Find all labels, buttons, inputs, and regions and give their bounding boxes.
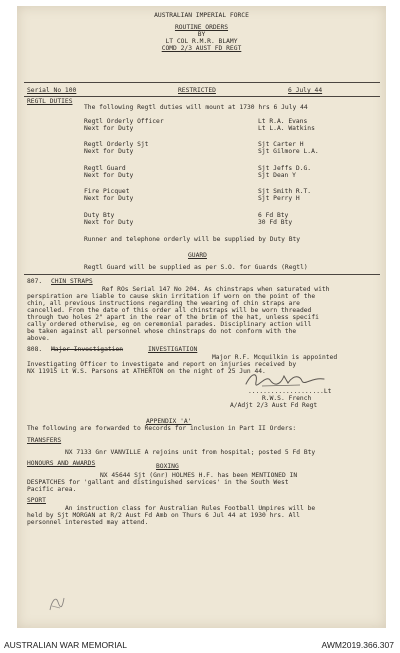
classification: RESTRICTED (178, 87, 216, 94)
duty-next-assignee: Lt L.A. Watkins (258, 125, 315, 132)
archive-source: AUSTRALIAN WAR MEMORIAL (4, 640, 127, 650)
duty-assignee: 6 Fd Bty (258, 212, 289, 219)
investigation-line: Major R.F. Mcquilkin is appointed (212, 354, 338, 361)
appendix-intro: The following are forwarded to Records for inclusion in Part II Orders: (27, 425, 297, 432)
sport-line: An instruction class for Australian Rules Football Umpires will be (65, 505, 316, 512)
honours-line: NX 45644 Sjt (Gnr) HOLMES H.F. has been MENTIONED IN (100, 472, 298, 479)
honours-subheading: BOXING (156, 463, 179, 470)
sport-line: personnel interested may attend. (27, 519, 149, 526)
duty-next: Next for Duty (84, 125, 134, 132)
investigation-heading: INVESTIGATION (148, 346, 198, 353)
duty-next-assignee: 30 Fd Bty (258, 219, 293, 226)
duty-next-assignee: Sjt Dean Y (258, 172, 296, 179)
accession-number: AWM2019.366.307 (321, 640, 394, 650)
chin-straps-line: Ref ROs Serial 147 No 204. As chinstraps when saturated with (102, 286, 330, 293)
regtl-duties-intro: The following Regtl duties will mount at 1730 hrs 6 July 44 (84, 104, 308, 111)
struck-text: Major Investigation (51, 346, 124, 353)
duty-next-assignee: Sjt Gilmore L.A. (258, 148, 319, 155)
duty-role: Duty Bty (84, 212, 115, 219)
transfers-text: NX 7133 Gnr VANVILLE A rejoins unit from hospital; posted 5 Fd Bty (65, 449, 316, 456)
investigation-line: Investigating Officer to investigate and report on injuries received by (27, 361, 297, 368)
pencil-mark (46, 592, 68, 614)
chin-straps-line: cally ordered otherwise, eg on ceremonial parades. Disciplinary action will (27, 321, 312, 328)
chin-straps-line: chin, all previous instructions regarding the wearing of chin straps are (27, 300, 300, 307)
honours-line: Pacific area. (27, 486, 77, 493)
duty-assignee: Sjt Smith R.T. (258, 188, 312, 195)
guard-text: Regtl Guard will be supplied as per S.O. for Guards (Regtl) (84, 264, 308, 271)
rule-guard (24, 274, 380, 275)
signatory-name: R.W.S. French (262, 395, 312, 402)
sport-heading: SPORT (27, 497, 46, 504)
sport-line: held by Sjt MORGAN at R/2 Aust Fd Amb on Thurs 6 Jul 44 at 1930 hrs. All (27, 512, 300, 519)
force-title: AUSTRALIAN IMPERIAL FORCE (154, 12, 249, 19)
duty-next-assignee: Sjt Perry H (258, 195, 300, 202)
duty-assignee: Sjt Jeffs D.G. (258, 165, 312, 172)
duty-role: Fire Picquet (84, 188, 130, 195)
appendix-heading: APPENDIX 'A' (146, 418, 192, 425)
duty-assignee: Sjt Carter H (258, 141, 304, 148)
signatory-title: A/Adjt 2/3 Aust Fd Regt (230, 402, 318, 409)
serial-number: Serial No 100 (27, 87, 77, 94)
chin-straps-line: cancelled. From the date of this order all chinstraps will be worn threaded (27, 307, 312, 314)
chin-straps-heading: CHIN STRAPS (51, 278, 93, 285)
duty-role: Regtl Orderly Sjt (84, 141, 149, 148)
duty-role: Regtl Guard (84, 165, 126, 172)
transfers-heading: TRANSFERS (27, 437, 62, 444)
chin-straps-line: perspiration are liable to cause skin irritation if worn on the point of the (27, 293, 316, 300)
regtl-duties-heading: REGTL DUTIES (27, 98, 73, 105)
duties-footnote: Runner and telephone orderly will be supplied by Duty Bty (84, 236, 301, 243)
rule-top (24, 82, 380, 83)
by-line: BY (197, 31, 206, 38)
item-number: 808. (27, 346, 43, 353)
honours-heading: HONOURS AND AWARDS (27, 460, 96, 467)
duty-role: Regtl Orderly Officer (84, 118, 164, 125)
order-date: 6 July 44 (288, 87, 323, 94)
chin-straps-line: through two holes 2" apart in the rear of the brim of the hat, unless specifi (27, 314, 319, 321)
investigation-line: NX 11915 Lt W.S. Parsons at ATHERTON on the night of 25 Jun 44. (27, 368, 266, 375)
duty-next: Next for Duty (84, 172, 134, 179)
orders-title: ROUTINE ORDERS (174, 24, 229, 31)
commander-name: LT COL R.M.R. BLAMY (165, 38, 238, 45)
duty-assignee: Lt R.A. Evans (258, 118, 308, 125)
duty-next: Next for Duty (84, 195, 134, 202)
guard-heading: GUARD (188, 252, 207, 259)
rule-serial (24, 96, 380, 97)
duty-next: Next for Duty (84, 148, 134, 155)
signature-dots: ....................Lt (248, 388, 332, 395)
chin-straps-line: above. (27, 335, 50, 342)
unit-name: COMD 2/3 AUST FD REGT (161, 45, 242, 52)
chin-straps-line: be taken against all personnel whose chinstraps do not conform with the (27, 328, 297, 335)
honours-line: DESPATCHES for 'gallant and distinguished services' in the South West (27, 479, 289, 486)
duty-next: Next for Duty (84, 219, 134, 226)
handwritten-signature (240, 368, 330, 390)
item-number: 807. (27, 278, 43, 285)
